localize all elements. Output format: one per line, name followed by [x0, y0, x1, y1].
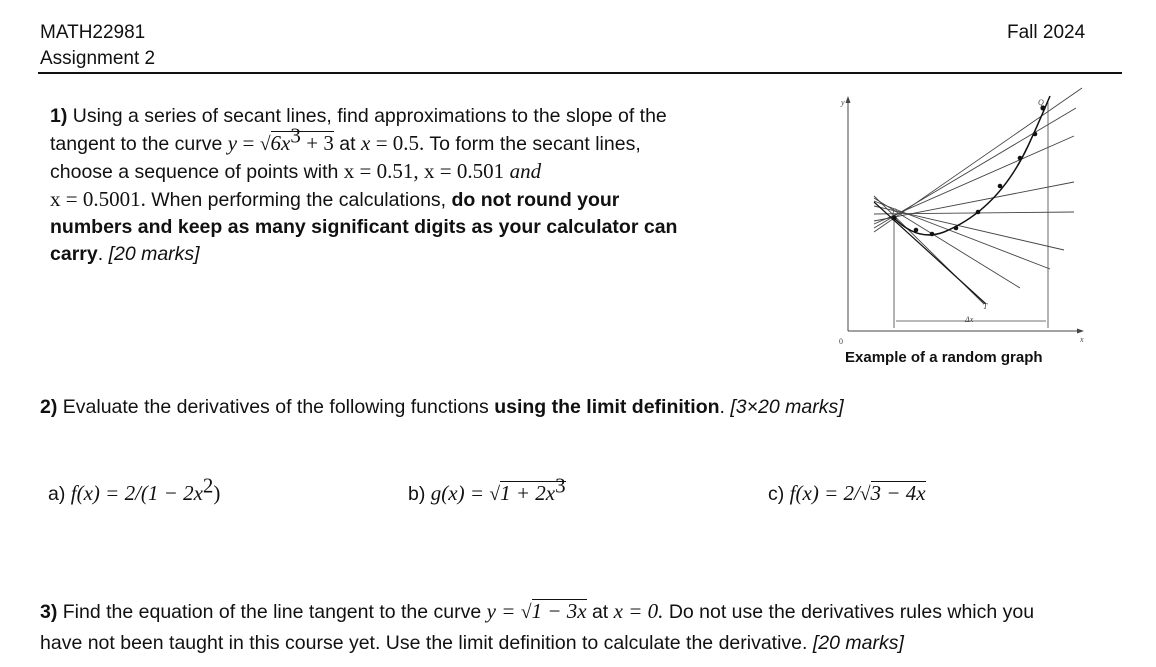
q3-line-2 [40, 628, 1140, 659]
y-axis-label: y [841, 98, 845, 107]
point-q-label: Q [1038, 98, 1044, 107]
q1-text-b: tangent to the curve [50, 133, 223, 155]
q1-line-5 [50, 214, 820, 241]
question-3 [40, 596, 1140, 659]
q3-at: at [591, 601, 609, 623]
secant-lines [874, 88, 1082, 304]
q1-period: . [97, 243, 104, 265]
q1-line-4 [50, 186, 820, 214]
q2-marks: [3×20 marks] [730, 396, 844, 418]
q1-radicand: 6x [270, 131, 291, 155]
q2-c-radicand: 3 − 4x [870, 481, 926, 505]
q2-b-lhs: g(x) = [430, 481, 484, 505]
q2-number: 2) [40, 396, 58, 418]
q3-text-c: have not been taught in this course yet. Use the limit definition to calculate the derivative. [40, 632, 808, 654]
course-code: MATH22981 [40, 22, 146, 43]
q2-part-b [408, 473, 566, 508]
q1-radicand-b: + 3 [306, 131, 334, 155]
x-axis-label: x [1080, 335, 1084, 344]
q1-line-3 [50, 158, 820, 186]
question-1 [50, 103, 820, 268]
q2-b-label: b) [408, 483, 426, 505]
point-p-label: P [892, 207, 897, 216]
q1-text-c: To form the secant lines, [429, 133, 641, 155]
q1-line-1 [50, 103, 820, 130]
q3-text-a: Find the equation of the line tangent to the curve [62, 601, 482, 623]
q2-period: . [719, 396, 725, 418]
q1-number: 1) [50, 105, 68, 127]
assignment-title: Assignment 2 [40, 48, 156, 69]
q2-text: Evaluate the derivatives of the following functions [62, 396, 489, 418]
q2-a-expr: f(x) = 2/(1 − 2x [70, 481, 203, 505]
q1-line-6 [50, 241, 820, 268]
q1-radicand-exp: 3 [290, 123, 301, 148]
q2-a-close: ) [213, 481, 221, 505]
q1-bold-c: carry [50, 243, 98, 265]
q3-radical-icon: √ [520, 602, 532, 623]
secant-lines-graph [828, 86, 1098, 348]
origin-label: 0 [839, 337, 843, 346]
q1-point-1: x = 0.51, [343, 159, 419, 183]
q2-b-exp: 3 [555, 473, 566, 498]
q3-number: 3) [40, 601, 58, 623]
q1-eq-sign: = [242, 131, 255, 155]
q2-c-radical-icon: √ [859, 484, 871, 505]
q1-line-2 [50, 123, 820, 158]
q3-marks: [20 marks] [812, 632, 904, 654]
q1-bold-b: numbers and keep as many significant digits as your calculator can [50, 216, 678, 238]
q2-part-c [768, 480, 926, 508]
q1-text-a: Using a series of secant lines, find approximations to the slope of the [72, 105, 667, 127]
curve [894, 96, 1050, 235]
q1-at: at [339, 133, 356, 155]
q3-lhs: y = [486, 599, 516, 623]
q2-a-exp: 2 [202, 473, 214, 498]
header-rule [38, 72, 1122, 74]
x-axis-arrow-icon [1077, 329, 1084, 334]
q3-x-eq: x = 0. [613, 599, 664, 623]
tangent-t-label: T [983, 302, 988, 311]
q2-bold: using the limit definition [494, 396, 720, 418]
q2-b-radical-icon: √ [489, 484, 501, 505]
q1-eq-lhs: y [227, 131, 238, 155]
term: Fall 2024 [1007, 22, 1086, 43]
q2-part-a [48, 473, 221, 508]
figure-caption: Example of a random graph [845, 349, 1043, 366]
question-2 [40, 394, 940, 421]
q1-bold-a: do not round your [451, 189, 620, 211]
q3-radicand: 1 − 3x [531, 599, 587, 623]
q3-text-b: Do not use the derivatives rules which you [668, 601, 1035, 623]
q1-point-2: x = 0.501 [424, 159, 505, 183]
q2-c-label: c) [768, 483, 785, 505]
q1-marks: [20 marks] [108, 243, 200, 265]
q1-radical-icon: √ [259, 134, 271, 155]
q2-a-label: a) [48, 483, 66, 505]
q1-and: and [509, 159, 542, 183]
q2-b-radicand: 1 + 2x [500, 481, 556, 505]
tangent-line [874, 202, 986, 304]
q1-text-e: When performing the calculations, [151, 189, 447, 211]
q1-x-var: x [360, 131, 371, 155]
q2-c-lhs: f(x) = 2/ [789, 481, 860, 505]
y-axis-arrow-icon [846, 96, 851, 103]
q3-line-1 [40, 596, 1140, 628]
q1-x-value: = 0.5. [375, 131, 425, 155]
q1-text-d: choose a sequence of points with [50, 161, 339, 183]
delta-x-label: Δx [965, 315, 974, 324]
q1-point-3: x = 0.5001. [50, 187, 146, 211]
